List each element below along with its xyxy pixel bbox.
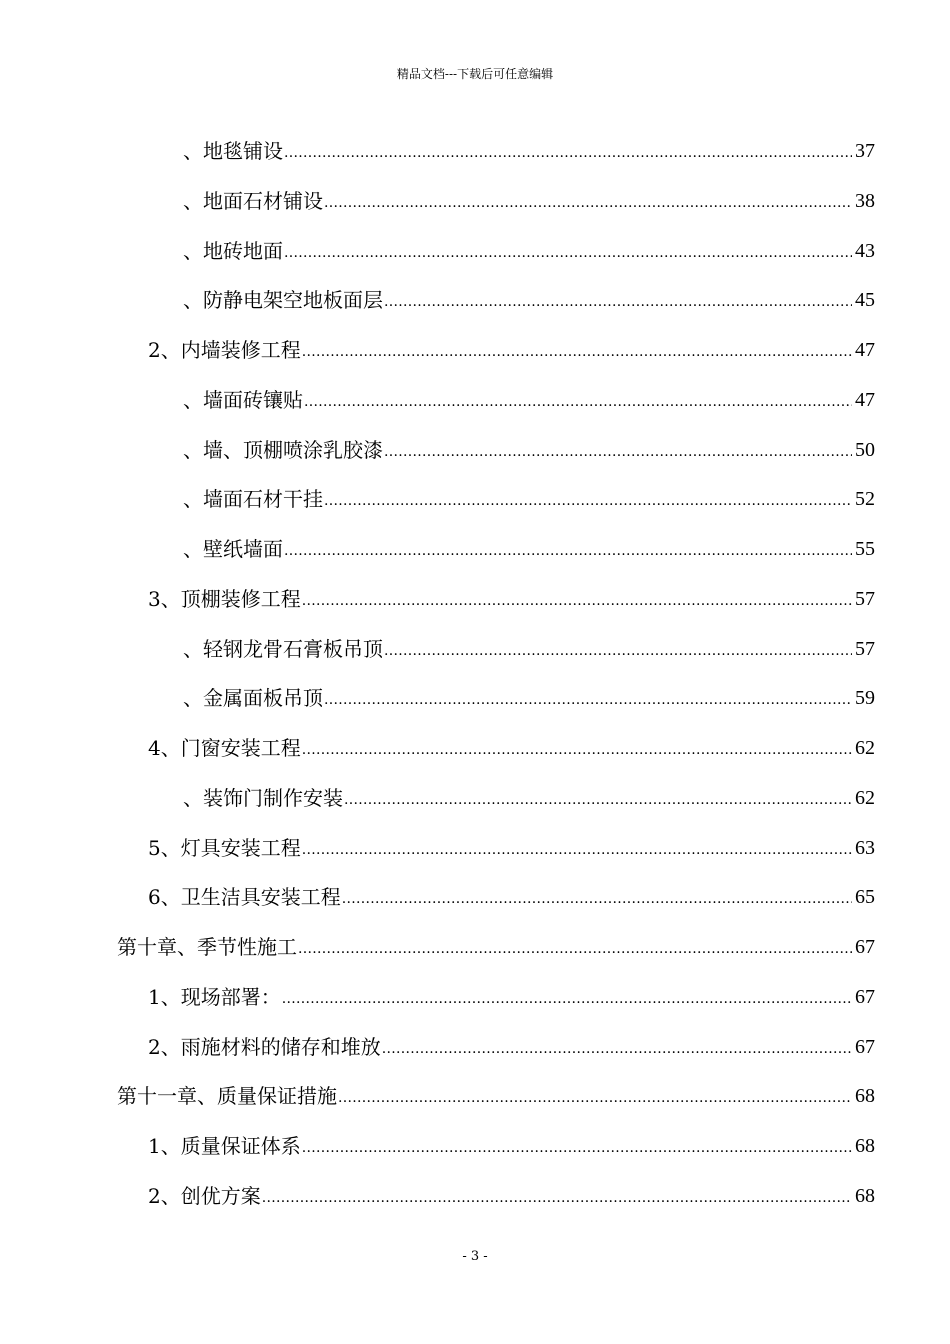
toc-dot-leader bbox=[344, 785, 852, 811]
toc-entry-title: 、墙、顶棚喷涂乳胶漆 bbox=[183, 437, 383, 462]
toc-entry-title: 1、质量保证体系 bbox=[148, 1134, 301, 1158]
toc-dot-leader bbox=[342, 884, 852, 910]
toc-entry-title: 2、创优方案 bbox=[148, 1183, 261, 1208]
toc-dot-leader bbox=[302, 735, 852, 761]
toc-entry-page-number: 67 bbox=[855, 985, 875, 1008]
toc-entry-page-number: 68 bbox=[855, 1085, 875, 1108]
toc-entry[interactable] bbox=[0, 437, 950, 487]
toc-entry[interactable] bbox=[0, 1183, 950, 1233]
toc-dot-leader bbox=[298, 934, 852, 960]
table-of-contents bbox=[0, 138, 950, 1233]
toc-entry-title: 5、灯具安装工程 bbox=[148, 835, 301, 860]
toc-entry-page-number: 47 bbox=[855, 339, 875, 361]
toc-entry[interactable] bbox=[0, 586, 950, 636]
toc-entry-page-number: 45 bbox=[855, 289, 875, 312]
toc-entry[interactable] bbox=[0, 1083, 950, 1133]
toc-dot-leader bbox=[384, 636, 852, 662]
toc-entry[interactable] bbox=[0, 1133, 950, 1183]
toc-entry[interactable] bbox=[0, 984, 950, 1034]
toc-entry[interactable] bbox=[0, 337, 950, 387]
toc-entry-page-number: 52 bbox=[855, 488, 875, 511]
toc-dot-leader bbox=[284, 238, 852, 264]
toc-entry-page-number: 47 bbox=[855, 388, 875, 411]
toc-entry[interactable] bbox=[0, 636, 950, 686]
toc-entry-title: 4、门窗安装工程 bbox=[148, 736, 301, 760]
toc-dot-leader bbox=[302, 337, 852, 363]
toc-entry[interactable] bbox=[0, 536, 950, 586]
toc-entry-title: 、金属面板吊顶 bbox=[183, 686, 323, 711]
toc-entry-page-number: 68 bbox=[855, 1184, 875, 1207]
toc-entry-page-number: 38 bbox=[855, 189, 875, 212]
toc-entry-title: 第十章、季节性施工 bbox=[117, 935, 297, 959]
toc-entry-page-number: 57 bbox=[855, 587, 875, 610]
toc-entry[interactable] bbox=[0, 785, 950, 835]
toc-entry-title: 2、内墙装修工程 bbox=[148, 338, 301, 362]
toc-entry-page-number: 55 bbox=[855, 538, 875, 560]
toc-entry[interactable] bbox=[0, 188, 950, 238]
toc-entry-title: 、壁纸墙面 bbox=[183, 537, 283, 561]
toc-entry-page-number: 59 bbox=[855, 687, 875, 710]
toc-entry[interactable] bbox=[0, 735, 950, 785]
toc-dot-leader bbox=[384, 287, 852, 313]
toc-entry-title: 、墙面石材干挂 bbox=[183, 487, 323, 512]
toc-entry-page-number: 37 bbox=[855, 140, 875, 162]
toc-entry-page-number: 62 bbox=[855, 737, 875, 759]
toc-entry[interactable] bbox=[0, 138, 950, 188]
toc-entry-title: 1、现场部署： bbox=[148, 984, 281, 1009]
toc-entry-title: 、地砖地面 bbox=[183, 238, 283, 263]
toc-entry[interactable] bbox=[0, 486, 950, 536]
toc-entry-title: 、地毯铺设 bbox=[183, 139, 283, 163]
toc-dot-leader bbox=[262, 1183, 852, 1209]
toc-entry[interactable] bbox=[0, 387, 950, 437]
toc-dot-leader bbox=[284, 536, 852, 562]
toc-entry-title: 、防静电架空地板面层 bbox=[183, 288, 383, 313]
toc-entry-page-number: 62 bbox=[855, 786, 875, 809]
toc-dot-leader bbox=[384, 437, 852, 463]
toc-entry-title: 第十一章、质量保证措施 bbox=[117, 1084, 337, 1109]
toc-dot-leader bbox=[302, 835, 852, 861]
toc-dot-leader bbox=[304, 387, 852, 413]
toc-dot-leader bbox=[382, 1034, 852, 1060]
toc-entry-title: 、轻钢龙骨石膏板吊顶 bbox=[183, 636, 383, 661]
toc-entry-title: 、墙面砖镶贴 bbox=[183, 387, 303, 412]
toc-entry-title: 6、卫生洁具安装工程 bbox=[148, 885, 341, 910]
toc-dot-leader bbox=[324, 188, 852, 214]
toc-entry-title: 3、顶棚装修工程 bbox=[148, 586, 301, 611]
toc-entry[interactable] bbox=[0, 835, 950, 885]
toc-entry-page-number: 68 bbox=[855, 1135, 875, 1157]
toc-dot-leader bbox=[324, 685, 852, 711]
toc-entry[interactable] bbox=[0, 934, 950, 984]
toc-entry-page-number: 63 bbox=[855, 836, 875, 859]
toc-dot-leader bbox=[284, 138, 852, 164]
toc-entry-page-number: 65 bbox=[855, 886, 875, 909]
toc-entry-page-number: 43 bbox=[855, 239, 875, 262]
toc-dot-leader bbox=[302, 586, 852, 612]
toc-entry-title: 、装饰门制作安装 bbox=[183, 785, 343, 810]
toc-dot-leader bbox=[282, 984, 852, 1010]
page-number: - 3 - bbox=[462, 1249, 488, 1264]
toc-dot-leader bbox=[338, 1083, 852, 1109]
toc-dot-leader bbox=[324, 486, 852, 512]
toc-entry-page-number: 57 bbox=[855, 637, 875, 660]
toc-entry[interactable] bbox=[0, 287, 950, 337]
toc-entry[interactable] bbox=[0, 1034, 950, 1084]
page-header: 精品文档---下载后可任意编辑 bbox=[396, 67, 554, 81]
toc-entry[interactable] bbox=[0, 685, 950, 735]
toc-entry[interactable] bbox=[0, 238, 950, 288]
toc-entry-page-number: 67 bbox=[855, 1035, 875, 1058]
toc-dot-leader bbox=[302, 1133, 852, 1159]
toc-entry-page-number: 50 bbox=[855, 438, 875, 461]
toc-entry[interactable] bbox=[0, 884, 950, 934]
toc-entry-page-number: 67 bbox=[855, 936, 875, 958]
toc-entry-title: 、地面石材铺设 bbox=[183, 188, 323, 213]
toc-entry-title: 2、雨施材料的储存和堆放 bbox=[148, 1034, 381, 1059]
